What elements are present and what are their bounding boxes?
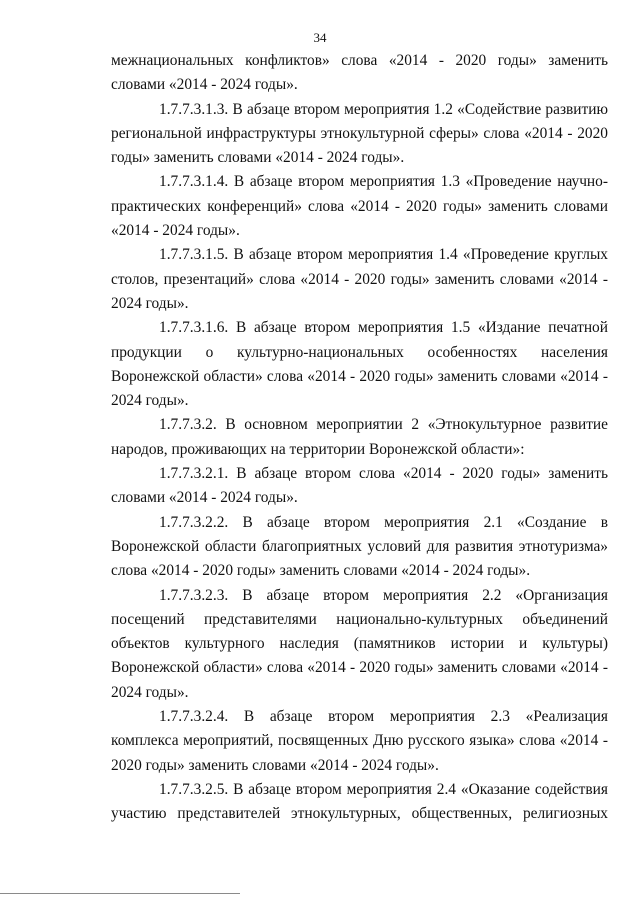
paragraph-1-7-7-3-2-1: 1.7.7.3.2.1. В абзаце втором слова «2014 - 2020 годы» заменить словами «2014 - 2024 годы». (111, 465, 608, 507)
paragraph-continuation: межнациональных конфликтов» слова «2014 - 2020 годы» заменить словами «2014 - 2024 годы». (111, 52, 608, 94)
paragraph-1-7-7-3-2-3: 1.7.7.3.2.3. В абзаце втором мероприятия 2.2 «Организация посещений представителями национально-культурных объединений объектов культурного наследия (памятников истории и культуры) Воронежской области» слова «2014 - 2020 годы» заменить словами «2014 - 2024 годы». (111, 586, 608, 701)
footer-divider (0, 893, 240, 894)
paragraph-1-7-7-3-2-4: 1.7.7.3.2.4. В абзаце втором мероприятия 2.3 «Реализация комплекса мероприятий, посвященных Дню русского языка» слова «2014 - 2020 годы» заменить словами «2014 - 2024 годы». (111, 708, 608, 774)
paragraph-1-7-7-3-1-4: 1.7.7.3.1.4. В абзаце втором мероприятия 1.3 «Проведение научно-практических конференций» слова «2014 - 2020 годы» заменить словами «2014 - 2024 годы». (111, 173, 608, 240)
paragraph-1-7-7-3-1-3: 1.7.7.3.1.3. В абзаце втором мероприятия 1.2 «Содействие развитию региональной инфраструктуры этнокультурной сферы» слова «2014 - 2020 годы» заменить словами «2014 - 2024 годы». (111, 100, 608, 167)
paragraph-1-7-7-3-2-2: 1.7.7.3.2.2. В абзаце втором мероприятия 2.1 «Создание в Воронежской области благоприятных условий для развития этнотуризма» слова «2014 - 2020 годы» заменить словами «2014 - 2024 годы». (111, 513, 608, 580)
paragraph-1-7-7-3-1-6: 1.7.7.3.1.6. В абзаце втором мероприятия 1.5 «Издание печатной продукции о культурно-национальных особенностях населения Воронежской области» слова «2014 - 2020 годы» заменить словами «2014 - 2024 годы». (111, 319, 608, 410)
page-number: 34 (313, 30, 327, 45)
paragraph-1-7-7-3-2-5: 1.7.7.3.2.5. В абзаце втором мероприятия 2.4 «Оказание содействия участию представителей этнокультурных, общественных, религиозных (111, 780, 608, 823)
paragraph-1-7-7-3-2: 1.7.7.3.2. В основном мероприятии 2 «Этнокультурное развитие народов, проживающих на территории Воронежской области»: (111, 416, 608, 458)
document-body (111, 49, 608, 827)
paragraph-1-7-7-3-1-5: 1.7.7.3.1.5. В абзаце втором мероприятия 1.4 «Проведение круглых столов, презентаций» слова «2014 - 2020 годы» заменить словами «2014 - 2024 годы». (111, 246, 608, 312)
